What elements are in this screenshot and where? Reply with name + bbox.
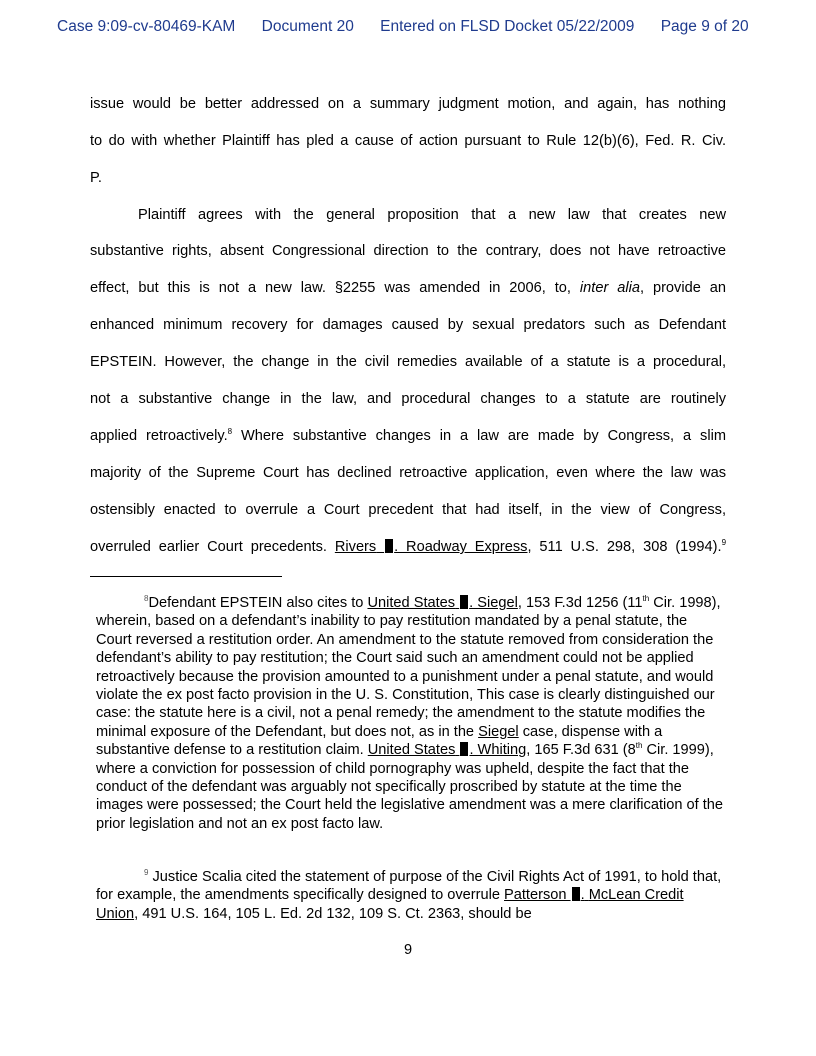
citation-party: . <box>580 887 585 904</box>
citation-party: Rivers <box>334 539 377 555</box>
text: Where substantive changes in a law are made by Congress, a slim <box>232 428 726 444</box>
text: overruled earlier Court precedents. <box>90 539 335 555</box>
text: Cir. 1998), wherein, based on a defendant’s inability to pay restitution mandated by a penal statute, the Court reversed a restitution order. An amendment to the statute removed from consideration the defendant’s ability to pay restitution; the Court said such an amendment could not be applied retroactively because the provision amounted to a punishment under a penal statute, and would violate the ex post facto provision in the U. S. Constitution, This case is clearly distinguished our case: the statute here is a civil, not a penal remedy; the amendment to the statute modifies the minimal exposure of the Defendant, but does not, as in the <box>96 595 721 740</box>
document-number: Document 20 <box>261 18 354 35</box>
citation-party: . Whiting <box>469 742 527 759</box>
body-line-5: substantive rights, absent Congressional direction to the contrary, does not have retroactive <box>90 243 726 259</box>
body-line-7: enhanced minimum recovery for damages caused by sexual predators such as Defendant <box>90 317 726 333</box>
text: , 153 F.3d 1256 (11 <box>517 595 643 611</box>
case-citation <box>367 595 517 611</box>
body-line-6 <box>90 280 726 296</box>
footnote-mark: 8 <box>144 594 149 604</box>
citation-party: Patterson <box>504 887 567 904</box>
ordinal-suffix: th <box>642 594 650 604</box>
citation-party: United States <box>367 595 456 611</box>
text: , 165 F.3d 631 (8 <box>526 742 636 759</box>
footnote-8 <box>96 594 724 833</box>
body-line-8: EPSTEIN. However, the change in the civil remedies available of a statute is a procedural, <box>90 354 726 370</box>
body-line-12: ostensibly enacted to overrule a Court precedent that had itself, in the view of Congress, <box>90 502 726 518</box>
redaction-box <box>460 595 468 609</box>
citation-party: . Roadway Express <box>394 539 528 555</box>
footnote-ref-9: 9 <box>721 538 727 548</box>
text: Defendant EPSTEIN also cites to <box>148 595 368 611</box>
citation-party: . Siegel <box>469 595 518 611</box>
redaction-box <box>572 887 580 901</box>
case-citation: Siegel <box>478 723 519 740</box>
italic-term: inter alia <box>579 280 640 296</box>
text: Justice Scalia cited the statement of purpose of the Civil Rights Act of 1991, to hold that, for example, the amendments specifically designed to overrule <box>96 869 722 904</box>
footnote-separator <box>90 576 282 577</box>
case-citation <box>368 742 526 758</box>
body-line-3: P. <box>90 170 102 186</box>
text: , 511 U.S. 298, 308 (1994). <box>527 539 722 555</box>
text: effect, but this is not a new law. §2255 was amended in 2006, to, <box>90 280 580 296</box>
text: , provide an <box>639 280 726 296</box>
body-line-10 <box>90 428 726 444</box>
body-line-4: Plaintiff agrees with the general proposition that a new law that creates new <box>138 207 726 223</box>
text: case, dispense with a substantive defense to a restitution claim. <box>96 723 663 759</box>
text: , 491 U.S. 164, 105 L. Ed. 2d 132, 109 S. Ct. 2363, should be <box>134 905 532 922</box>
footnote-ref-8: 8 <box>227 427 233 437</box>
ordinal-suffix: th <box>635 741 643 751</box>
footnote-9 <box>96 868 724 923</box>
footnote-mark: 9 <box>144 868 149 878</box>
page-indicator: Page 9 of 20 <box>660 18 749 35</box>
redaction-box <box>385 539 393 553</box>
case-citation <box>335 539 528 555</box>
citation-party: United States <box>367 742 456 759</box>
body-line-9: not a substantive change in the law, and procedural changes to a statute are routinely <box>90 391 726 407</box>
docket-header <box>57 18 771 36</box>
body-line-11: majority of the Supreme Court has declined retroactive application, even where the law was <box>90 465 726 481</box>
case-number: Case 9:09-cv-80469-KAM <box>57 18 236 35</box>
docket-entry-date: Entered on FLSD Docket 05/22/2009 <box>380 18 635 35</box>
body-line-13 <box>90 539 726 555</box>
redaction-box <box>460 742 468 756</box>
text: Cir. 1999), where a conviction for possession of child pornography was upheld, despite the fact that the conduct of the defendant was arguably not specifically proscribed by statute at the time the images were possessed; the Court held the legislative amendment was a mere clarification of the prior legislation and not an ex post facto law. <box>96 742 724 832</box>
text: applied retroactively. <box>90 428 228 444</box>
page-number: 9 <box>403 942 413 958</box>
body-line-1: issue would be better addressed on a summary judgment motion, and again, has nothing <box>90 96 726 112</box>
citation-party: McLean Credit Union <box>96 887 684 922</box>
body-line-2: to do with whether Plaintiff has pled a cause of action pursuant to Rule 12(b)(6), Fed. R. Civ. <box>90 133 726 149</box>
